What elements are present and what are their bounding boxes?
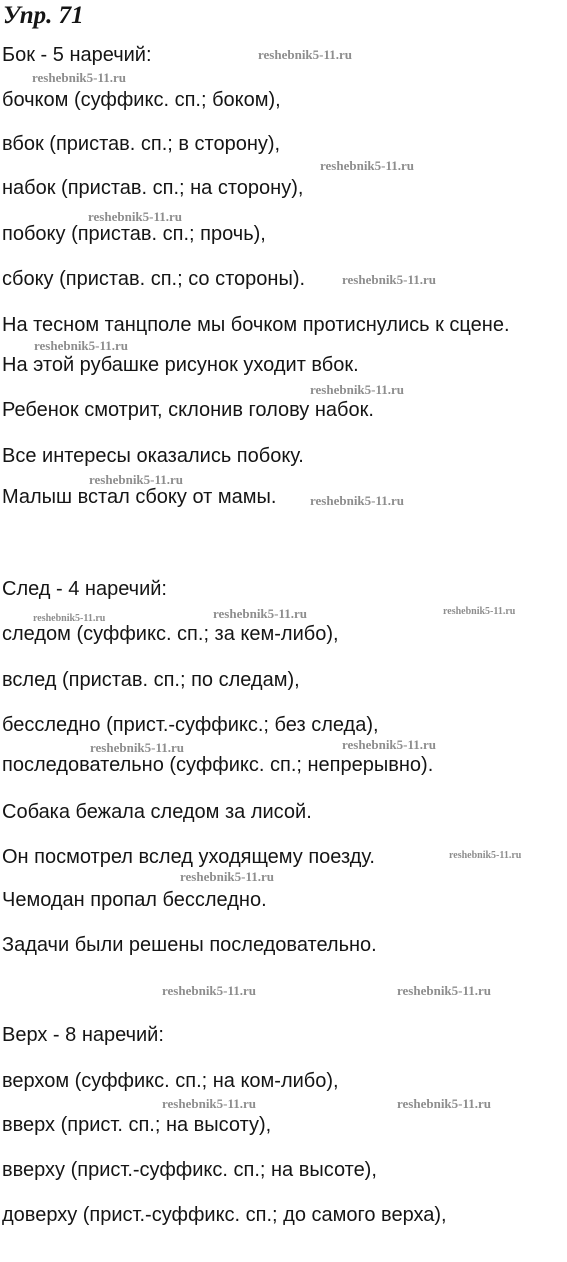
section-heading-bok: Бок - 5 наречий:	[2, 44, 152, 66]
adverb-line: вверх (прист. сп.; на высоту),	[2, 1114, 272, 1136]
example-sentence: Он посмотрел вслед уходящему поезду.	[2, 846, 375, 868]
adverb-line: набок (пристав. сп.; на сторону),	[2, 177, 304, 199]
watermark-text: reshebnik5-11.ru	[310, 493, 405, 508]
watermark-text: reshebnik5-11.ru	[342, 737, 437, 752]
watermark-text: reshebnik5-11.ru	[34, 338, 129, 353]
adverb-line: вслед (пристав. сп.; по следам),	[2, 669, 300, 691]
example-sentence: Малыш встал сбоку от мамы.	[2, 486, 277, 508]
watermark-text: reshebnik5-11.ru	[88, 209, 183, 224]
example-sentence: Ребенок смотрит, склонив голову набок.	[2, 399, 374, 421]
example-sentence: На тесном танцполе мы бочком протиснулись к сцене.	[2, 314, 510, 336]
example-sentence: Собака бежала следом за лисой.	[2, 801, 312, 823]
watermark-text: reshebnik5-11.ru	[397, 983, 492, 998]
exercise-title: Упр. 71	[3, 2, 84, 29]
adverb-line: побоку (пристав. сп.; прочь),	[2, 223, 266, 245]
adverb-line: сбоку (пристав. сп.; со стороны).	[2, 268, 306, 290]
example-sentence: На этой рубашке рисунок уходит вбок.	[2, 354, 359, 376]
section-heading-sled: След - 4 наречий:	[2, 578, 167, 600]
adverb-line: вверху (прист.-суффикс. сп.; на высоте),	[2, 1159, 377, 1181]
example-sentence: Задачи были решены последовательно.	[2, 934, 377, 956]
watermark-text: reshebnik5-11.ru	[89, 472, 184, 487]
watermark-text: reshebnik5-11.ru	[162, 1096, 257, 1111]
watermark-text: reshebnik5-11.ru	[32, 70, 127, 85]
watermark-text: reshebnik5-11.ru	[162, 983, 257, 998]
watermark-text: reshebnik5-11.ru	[443, 606, 516, 617]
adverb-line: бочком (суффикс. сп.; боком),	[2, 89, 281, 111]
watermark-text: reshebnik5-11.ru	[320, 158, 415, 173]
watermark-text: reshebnik5-11.ru	[397, 1096, 492, 1111]
watermark-text: reshebnik5-11.ru	[258, 47, 353, 62]
watermark-text: reshebnik5-11.ru	[342, 272, 437, 287]
adverb-line: вбок (пристав. сп.; в сторону),	[2, 133, 281, 155]
adverb-line: доверху (прист.-суффикс. сп.; до самого верха),	[2, 1204, 447, 1226]
watermark-text: reshebnik5-11.ru	[33, 613, 106, 624]
watermark-text: reshebnik5-11.ru	[90, 740, 185, 755]
example-sentence: Все интересы оказались побоку.	[2, 445, 304, 467]
example-sentence: Чемодан пропал бесследно.	[2, 889, 267, 911]
watermark-text: reshebnik5-11.ru	[180, 869, 275, 884]
watermark-text: reshebnik5-11.ru	[449, 850, 522, 861]
section-heading-verh: Верх - 8 наречий:	[2, 1024, 164, 1046]
watermark-text: reshebnik5-11.ru	[213, 606, 308, 621]
adverb-line: бесследно (прист.-суффикс.; без следа),	[2, 714, 379, 736]
adverb-line: следом (суффикс. сп.; за кем-либо),	[2, 623, 339, 645]
adverb-line: последовательно (суффикс. сп.; непрерывно).	[2, 754, 434, 776]
watermark-text: reshebnik5-11.ru	[310, 382, 405, 397]
adverb-line: верхом (суффикс. сп.; на ком-либо),	[2, 1070, 339, 1092]
